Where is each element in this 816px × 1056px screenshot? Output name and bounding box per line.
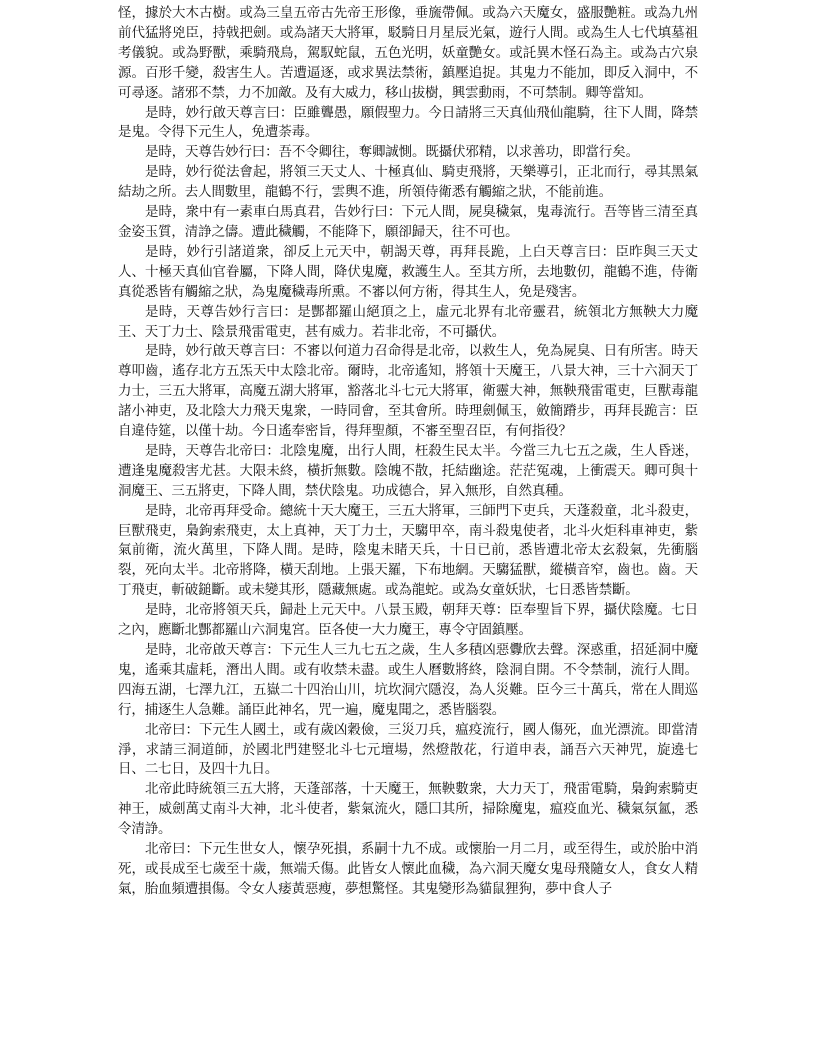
- paragraph: 怪，據於大木古樹。或為三皇五帝古先帝王形像，垂旒帶佩。或為六天魔女，盛服艷粧。或為九州前代猛將兇臣，持戟把劍。或為諸天大將軍，駁騎日月星辰光氣，遊行人間。或為生人七代填墓祖考儀貌。或為野獸，乘騎飛鳥，駕馭蛇鼠，五色光明，妖童艷女。或託異木怪石為主。或為古穴泉源。百形千變，殺害生人。苦遭逼逐，或求異法禁術，鎮壓追捉。其鬼力不能加，即反入洞中，不可尋逐。諸邪不禁，力不加敵。及有大威力，移山拔樹，興雲動雨，不可禁制。卿等當知。: [118, 5, 698, 101]
- paragraph: 是時，北帝再拜受命。總統十天大魔王，三五大將軍，三師門下吏兵，天蓬殺童，北斗殺吏，巨獸飛吏，梟鉤索飛吏，太上真神，天丁力士，天騶甲卒，南斗殺鬼使者，北斗火炬科車神吏，紫氣前衛，流火萬里，下降人間。是時，陰鬼未睹天兵，十日已前，悉皆遭北帝太玄殺氣，先衝腦裂，死向太半。北帝將降，橫天刮地。上張天羅，下布地網。天騶猛獸，縱橫音窄，齒也。齒。天丁飛吏，斬破鎚斷。或未變其形，隱藏無處。或為龍蛇。或為女童妖狀，七日悉皆禁斷。: [118, 502, 698, 599]
- paragraph: 是時，妙行啟天尊言曰：臣雖聾愚，願假聖力。今日請將三天真仙飛仙龍騎，往下人間，降禁是鬼。令得下元生人，免遭荼毒。: [118, 104, 698, 141]
- paragraph: 是時，天尊告妙行曰：吾不令卿往，奪卿誠惻。既攝伏邪精，以求善功，即當行矣。: [145, 144, 639, 161]
- paragraph: 是時，北帝啟天尊言：下元生人三九七五之歲，生人多積凶惡釁欣去聲。深惑重，招延洞中魔鬼，遙乘其虛耗，潛出人間。或有收禁未盡。或生人曆數將終，陰洞自開。不令禁制，流行人間。四海五湖，七澤九江，五嶽二十四治山川，坑坎洞穴隱沒，為人災難。臣今三十萬兵，常在人間巡行，捕逐生人急難。誦臣此神名，咒一遍，魔鬼聞之，悉皆腦裂。: [118, 642, 698, 718]
- paragraph: 是時，天尊告妙行言曰：是酆都羅山絕頂之上，虛元北界有北帝靈君，統領北方無鞅大力魔王、天丁力士、陰景飛雷電吏，甚有威力。若非北帝，不可攝伏。: [118, 303, 698, 340]
- paragraph: 是時，妙行引諸道衆，卻反上元天中，朝謁天尊，再拜長跪，上白天尊言曰：臣昨與三天丈人、十極天真仙官眷屬，下降人間，降伏鬼魔，救護生人。至其方所，去地數仞，龍鶴不進，侍衛真從悉皆有觸縮之狀，為鬼魔穢毒所熏。不審以何方術，得其生人，免是殘害。: [118, 243, 698, 300]
- document-page: [118, 4, 698, 900]
- paragraph: 北帝曰：下元生人國土，或有歲凶穀儉，三災刀兵，瘟疫流行，國人傷死，血光漂流。即當清淨，求請三洞道師，於國北門建竪北斗七元壇場，然燈散花，行道申表，誦吾六天神咒，旋遶七日、二七日，及四十九日。: [118, 721, 698, 778]
- paragraph: 是時，衆中有一素車白馬真君，告妙行曰：下元人間，屍臭穢氣，鬼毒流行。吾等皆三清至真金姿玉質，清諍之儔。遭此穢觸，不能降下，願卻歸天，往不可也。: [118, 204, 698, 240]
- paragraph: 是時，妙行啟天尊言曰：不審以何道力召命得是北帝，以救生人，免為屍臭、日有所害。時天尊叩齒，遙存北方五炁天中太陰北帝。爾時，北帝遙知，將領十天魔王，八景大神，三十六洞天丁力士，三五大將軍，高魔五湖大將軍，豁落北斗七元大將軍，衛靈大神，無鞅飛雷電吏，巨獸毒龍諸小神吏，及北陰大力飛天鬼衆，一時同會，至其會所。時理劍佩玉，斂簡蹐步，再拜長跪言：臣自違侍筵，以僅十劫。今日遙奉密旨，得拜聖顏，不審至聖召臣，有何指役？: [118, 343, 698, 440]
- paragraph: 是時，妙行從法會起，將領三天丈人、十極真仙、騎吏飛將，天樂導引，正北而行，尋其黑氣結劫之所。去人間數里，龍鶴不行，雲輿不進，所領侍衛悉有觸縮之狀，不能前進。: [118, 164, 698, 201]
- paragraph: 是時，天尊告北帝曰：北陰鬼魔，出行人間，枉殺生民太半。今當三九七五之歲，生人昏迷，遭逢鬼魔殺害尤甚。大限未終，橫折無數。陰魄不散，托結幽途。茫茫冤魂，上衝震天。卿可與十洞魔王、三五將吏，下降人間，禁伏陰鬼。功成德合，昇入無形，自然真種。: [118, 442, 698, 499]
- paragraph: 北帝此時統領三五大將，天蓬部落，十天魔王，無鞅數衆，大力天丁，飛雷電騎，梟鉤索騎吏神王，威劍萬丈南斗大神，北斗使者，紫氣流火，隱囗其所，掃除魔鬼，瘟疫血光、穢氣氛氳，悉令清諍。: [118, 781, 698, 838]
- paragraph: 是時，北帝將領天兵，歸赴上元天中。八景玉殿，朝拜天尊：臣奉聖旨下界，攝伏陰魔。七日之內，應斷北酆都羅山六洞鬼宮。臣各使一大力魔王，專令守固鎮壓。: [118, 602, 698, 639]
- paragraph: 北帝曰：下元生世女人，懷孕死損，系嗣十九不成。或懷胎一月二月，或至得生，或於胎中消死，或長成至七歲至十歲，無端夭傷。此皆女人懷此血穢，為六洞天魔女鬼母飛隨女人，食女人精氣，胎血頻遭損傷。令女人痿黃惡瘦，夢想驚怪。其鬼變形為貓鼠狸狗，夢中食人子: [118, 841, 698, 897]
